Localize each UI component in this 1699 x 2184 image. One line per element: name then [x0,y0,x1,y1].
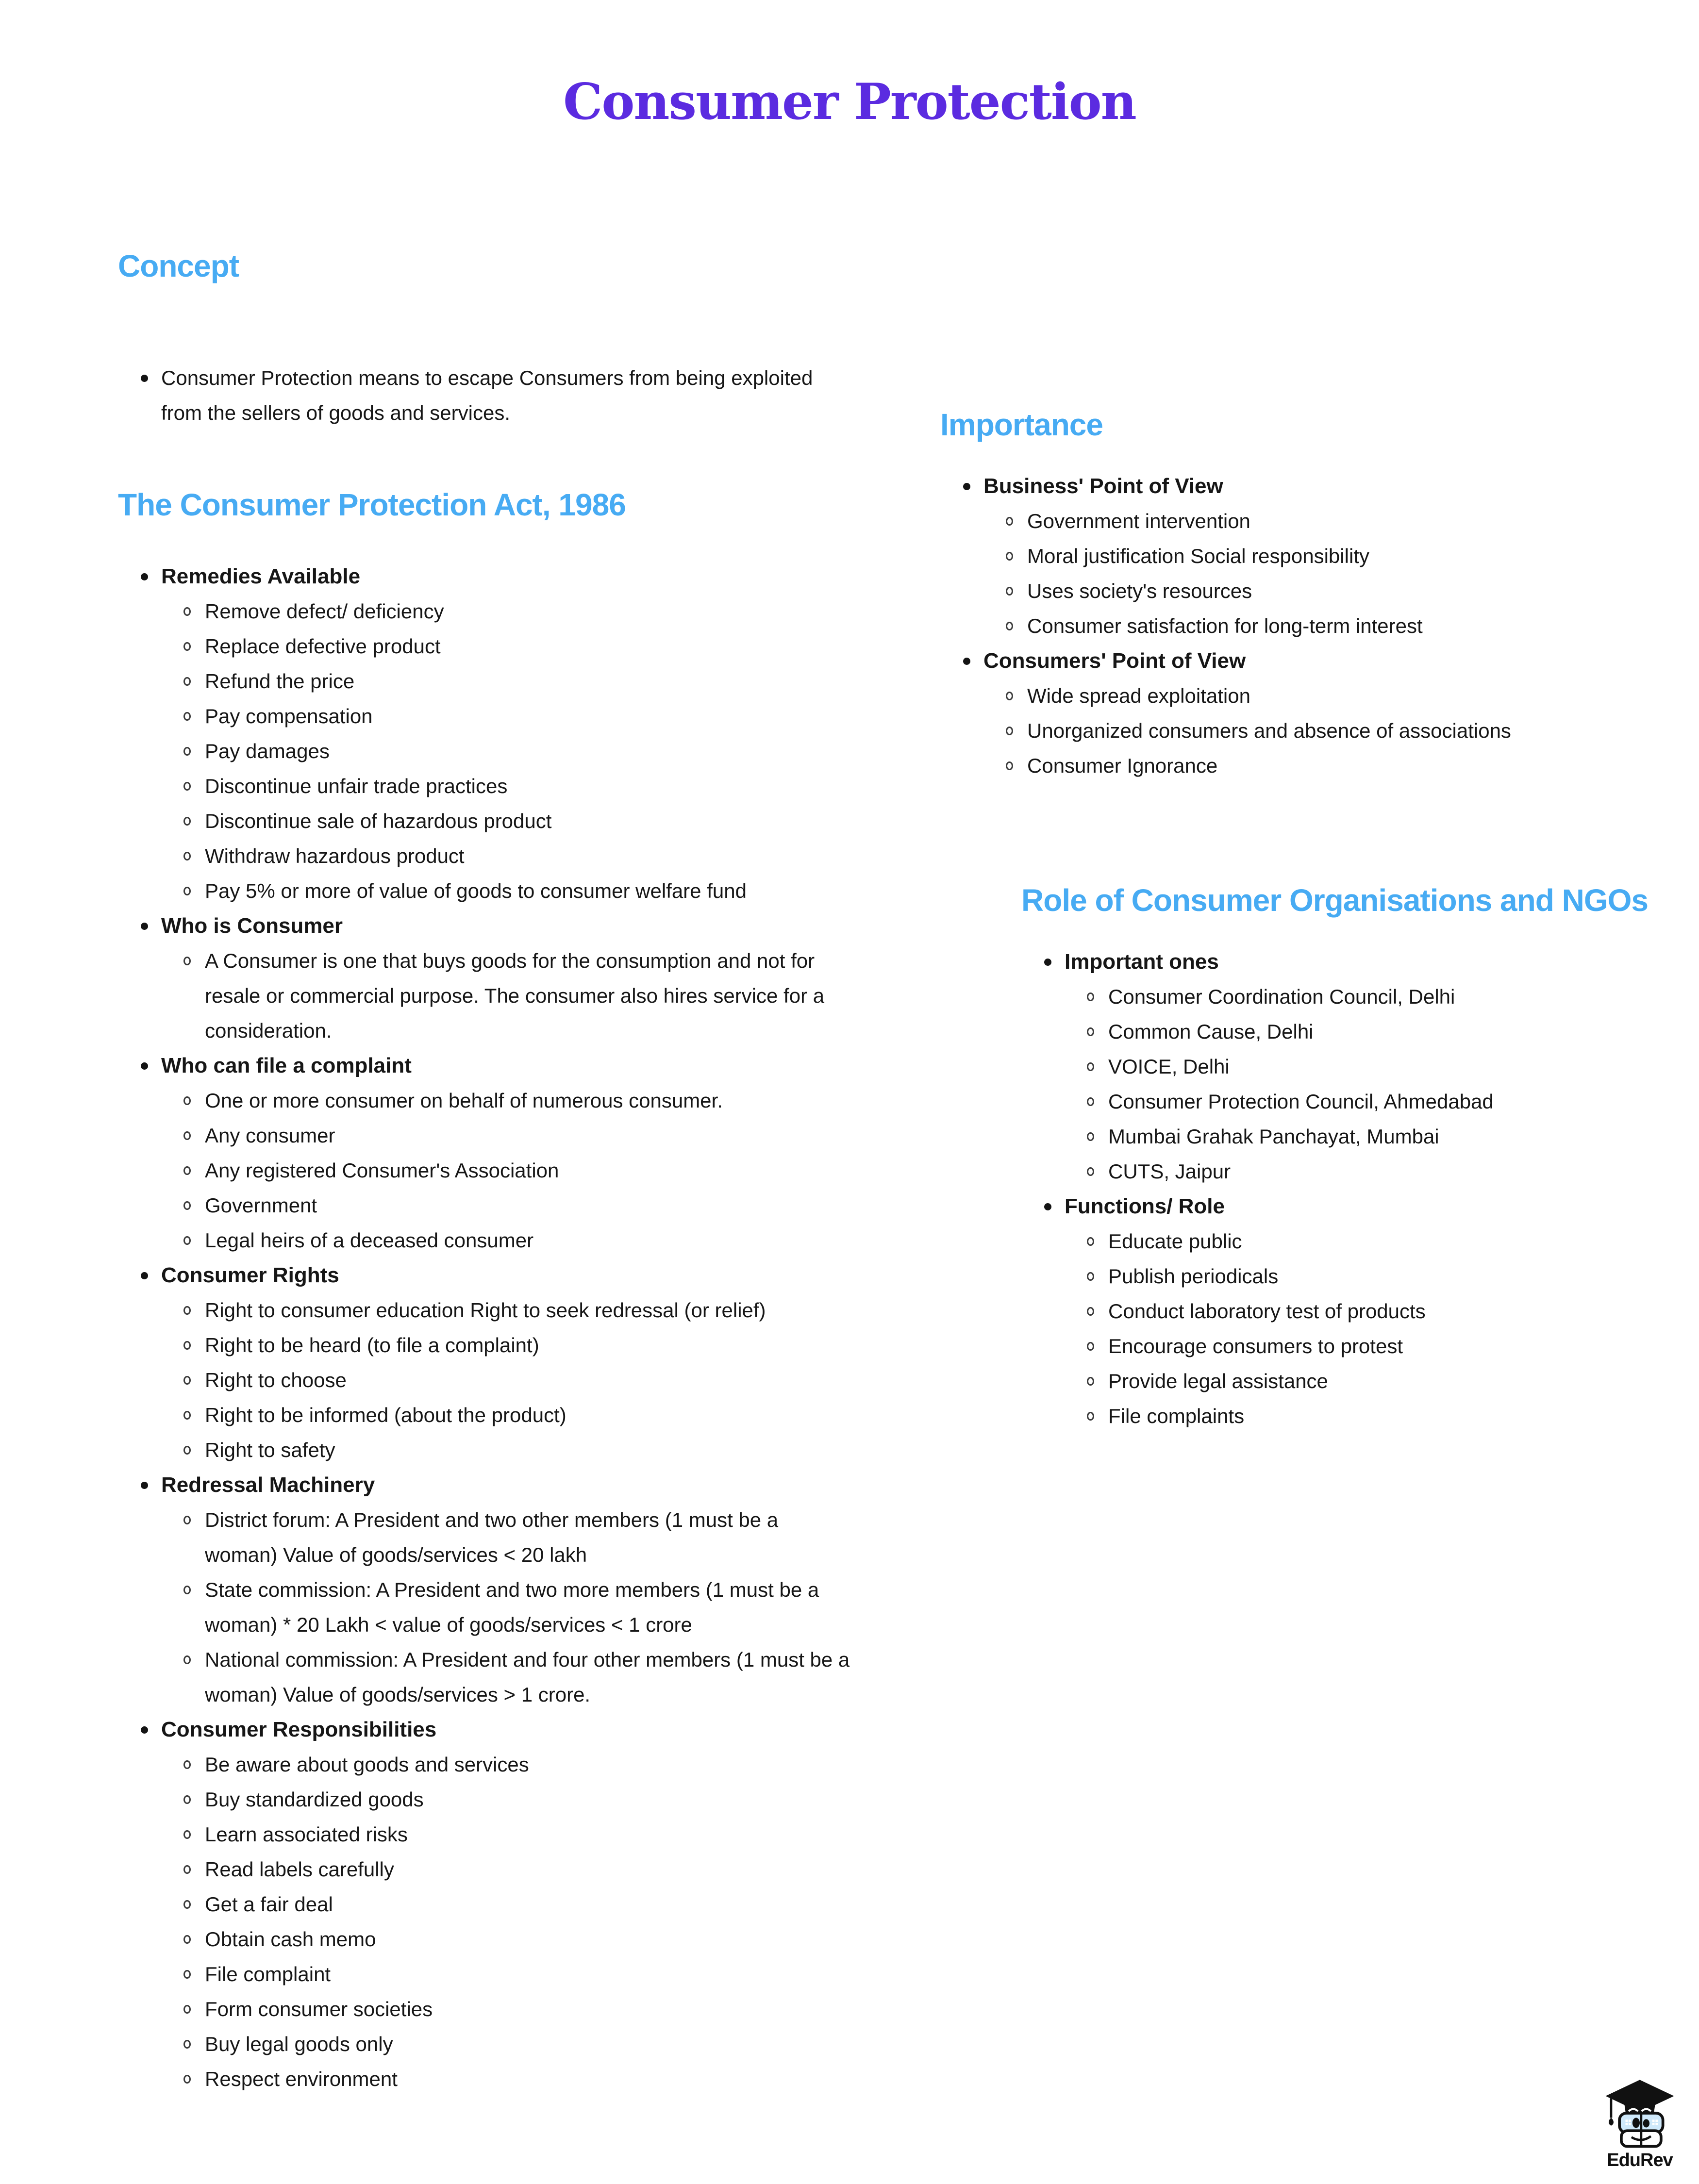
list-subitem [118,1817,856,1852]
list-subitem-label: Consumer Coordination Council, Delhi [1108,985,1455,1008]
circle-icon [183,874,205,909]
list-item-label: Who is Consumer [161,914,343,938]
circle-icon [183,594,205,629]
circle-icon [183,1957,205,1992]
list-subitem [940,748,1698,783]
section-heading-importance: Importance [940,407,1103,442]
list-subitem [118,1328,856,1363]
list-subitem [940,574,1698,609]
circle-icon [183,1398,205,1433]
list-item [118,1258,856,1293]
circle-icon [183,1922,205,1957]
list-subitem [118,629,856,664]
list-subitem [118,1398,856,1433]
list-subitem [940,678,1698,713]
circle-icon [1005,539,1027,574]
circle-icon [183,1433,205,1468]
list-subitem [1021,1399,1699,1434]
list-subitem-label: Pay damages [205,740,330,762]
list-item-label: Consumers' Point of View [983,649,1246,673]
list-subitem-label: Educate public [1108,1230,1242,1253]
list-subitem [118,2027,856,2062]
circle-icon [183,1293,205,1328]
list-item [1021,944,1699,979]
list-subitem-label: Encourage consumers to protest [1108,1335,1403,1357]
list-subitem-label: Replace defective product [205,635,441,658]
circle-icon [183,1817,205,1852]
list-item [118,909,856,943]
list-subitem [118,874,856,909]
list-subitem-label: Government intervention [1027,510,1250,532]
edurev-logo-text: EduRev [1607,2150,1673,2170]
circle-icon [183,1572,205,1607]
circle-icon [1005,574,1027,609]
list-subitem [118,1118,856,1153]
list-subitem-label: File complaint [205,1963,331,1985]
list-item [118,1468,856,1503]
list-subitem-label: Discontinue unfair trade practices [205,775,508,797]
list-subitem [118,1782,856,1817]
list-subitem-label: A Consumer is one that buys goods for the consumption and not for resale or commercial purpose. The consumer also hires service for a consideration. [205,949,825,1042]
list-subitem [1021,1224,1699,1259]
list-subitem [940,539,1698,574]
list-subitem-label: Pay 5% or more of value of goods to consumer welfare fund [205,879,747,902]
list-subitem [118,699,856,734]
circle-icon [183,839,205,874]
circle-icon [1005,504,1027,539]
list-subitem-label: CUTS, Jaipur [1108,1160,1231,1183]
concept-list [118,361,846,430]
list-subitem [1021,1329,1699,1364]
list-subitem-label: District forum: A President and two other members (1 must be a woman) Value of goods/services < 20 lakh [205,1508,779,1566]
circle-icon [1005,678,1027,713]
list-subitem-label: Consumer satisfaction for long-term interest [1027,614,1423,637]
list-subitem [940,504,1698,539]
list-item [940,469,1698,504]
circle-icon [183,734,205,769]
list-subitem [118,1363,856,1398]
list-item-label: Important ones [1065,950,1219,974]
bullet-icon [1044,1189,1065,1224]
circle-icon [183,1887,205,1922]
list-subitem-label: Be aware about goods and services [205,1753,529,1776]
circle-icon [183,1223,205,1258]
circle-icon [183,1747,205,1782]
circle-icon [183,804,205,839]
list-item-label: Business' Point of View [983,474,1223,498]
circle-icon [183,1852,205,1887]
list-subitem [118,1503,856,1572]
bullet-icon [140,1468,161,1503]
list-item-label: Consumer Responsibilities [161,1718,437,1741]
list-subitem-label: Conduct laboratory test of products [1108,1300,1426,1323]
list-subitem [940,609,1698,644]
list-item-label: Redressal Machinery [161,1473,375,1497]
list-item-label: Consumer Rights [161,1263,339,1287]
page-title: Consumer Protection [563,73,1136,131]
list-subitem-label: Mumbai Grahak Panchayat, Mumbai [1108,1125,1439,1148]
list-subitem [118,664,856,699]
list-item [118,1712,856,1747]
list-subitem [118,1083,856,1118]
list-subitem [118,839,856,874]
list-subitem-label: Legal heirs of a deceased consumer [205,1229,534,1252]
circle-icon [1086,1294,1108,1329]
list-subitem [118,1293,856,1328]
list-subitem [1021,1364,1699,1399]
list-item-label: Who can file a complaint [161,1054,412,1077]
circle-icon [1086,1119,1108,1154]
list-subitem-label: Right to be informed (about the product) [205,1404,566,1426]
circle-icon [183,699,205,734]
bullet-icon [140,1712,161,1747]
circle-icon [1005,609,1027,644]
circle-icon [1086,1049,1108,1084]
list-subitem-label: Publish periodicals [1108,1265,1279,1288]
circle-icon [1086,1329,1108,1364]
importance-list [940,469,1698,783]
list-subitem [1021,1049,1699,1084]
ngos-list [1021,944,1699,1434]
list-subitem-label: File complaints [1108,1405,1245,1427]
list-subitem-label: Unorganized consumers and absence of associations [1027,719,1511,742]
section-heading-ngos: Role of Consumer Organisations and NGOs [1021,883,1648,918]
list-subitem [1021,1294,1699,1329]
list-subitem-label: Discontinue sale of hazardous product [205,810,552,832]
list-subitem-label: National commission: A President and four other members (1 must be a woman) Value of goods/services > 1 crore. [205,1648,850,1706]
list-subitem-label: Pay compensation [205,705,373,728]
list-subitem-label: Learn associated risks [205,1823,408,1846]
act-list [118,559,856,2097]
list-subitem [1021,1014,1699,1049]
list-subitem [118,2062,856,2097]
bullet-icon [140,909,161,943]
list-subitem-label: Withdraw hazardous product [205,844,465,867]
list-subitem-label: One or more consumer on behalf of numerous consumer. [205,1089,723,1112]
list-subitem-label: Buy standardized goods [205,1788,424,1811]
list-subitem-label: Read labels carefully [205,1858,394,1881]
list-subitem-label: VOICE, Delhi [1108,1055,1230,1078]
circle-icon [183,1188,205,1223]
list-subitem [118,1747,856,1782]
circle-icon [1086,1154,1108,1189]
list-subitem-label: State commission: A President and two more members (1 must be a woman) * 20 Lakh < value of goods/services < 1 crore [205,1578,819,1636]
circle-icon [1086,979,1108,1014]
circle-icon [183,769,205,804]
bullet-icon [963,644,983,678]
circle-icon [183,1992,205,2027]
list-item [118,361,846,430]
circle-icon [183,2027,205,2062]
list-subitem [118,1922,856,1957]
list-subitem [1021,1084,1699,1119]
list-subitem [118,1887,856,1922]
circle-icon [1005,713,1027,748]
list-subitem-label: Consumer Ignorance [1027,754,1218,777]
list-subitem-label: Get a fair deal [205,1893,333,1916]
section-heading-act: The Consumer Protection Act, 1986 [118,487,626,522]
list-item [118,559,856,594]
list-subitem [118,734,856,769]
list-subitem-label: Wide spread exploitation [1027,684,1250,707]
list-subitem-label: Buy legal goods only [205,2033,393,2055]
circle-icon [183,1328,205,1363]
edurev-logo-icon [1601,2076,1679,2150]
circle-icon [183,2062,205,2097]
list-subitem [1021,1119,1699,1154]
circle-icon [1086,1084,1108,1119]
circle-icon [183,1503,205,1538]
bullet-icon [140,559,161,594]
list-subitem-label: Form consumer societies [205,1998,433,2020]
list-subitem [118,1572,856,1642]
circle-icon [1005,748,1027,783]
list-subitem-label: Right to consumer education Right to seek redressal (or relief) [205,1299,766,1322]
list-subitem [118,1433,856,1468]
list-subitem [118,769,856,804]
list-subitem [118,1153,856,1188]
bullet-icon [963,469,983,504]
list-subitem-label: Obtain cash memo [205,1928,376,1951]
circle-icon [183,1153,205,1188]
circle-icon [1086,1364,1108,1399]
bullet-icon [140,1048,161,1083]
circle-icon [183,1083,205,1118]
list-subitem-label: Respect environment [205,2068,398,2090]
circle-icon [183,943,205,978]
list-subitem-label: Moral justification Social responsibility [1027,545,1369,567]
list-subitem-label: Any consumer [205,1124,335,1147]
circle-icon [183,1118,205,1153]
list-subitem [118,1223,856,1258]
list-item-label: Consumer Protection means to escape Consumers from being exploited from the sellers of goods and services. [161,366,813,424]
circle-icon [1086,1399,1108,1434]
list-subitem-label: Government [205,1194,317,1217]
list-item [118,1048,856,1083]
list-subitem-label: Any registered Consumer's Association [205,1159,559,1182]
list-subitem [118,594,856,629]
bullet-icon [140,1258,161,1293]
list-subitem [118,1642,856,1712]
circle-icon [183,1642,205,1677]
circle-icon [183,629,205,664]
edurev-logo [1594,2076,1686,2171]
section-heading-concept: Concept [118,248,239,283]
list-subitem [1021,979,1699,1014]
list-subitem-label: Right to choose [205,1369,347,1391]
list-subitem [118,1188,856,1223]
list-subitem [118,943,856,1048]
list-subitem [940,713,1698,748]
circle-icon [1086,1224,1108,1259]
list-subitem-label: Consumer Protection Council, Ahmedabad [1108,1090,1494,1113]
bullet-icon [1044,944,1065,979]
list-subitem [118,1957,856,1992]
list-subitem [118,1852,856,1887]
list-item-label: Remedies Available [161,564,361,588]
circle-icon [1086,1259,1108,1294]
list-subitem [118,1992,856,2027]
bullet-icon [140,361,161,396]
circle-icon [1086,1014,1108,1049]
circle-icon [183,664,205,699]
circle-icon [183,1782,205,1817]
list-subitem-label: Right to be heard (to file a complaint) [205,1334,539,1357]
list-subitem-label: Uses society's resources [1027,579,1252,602]
list-subitem-label: Right to safety [205,1439,335,1461]
list-subitem-label: Remove defect/ deficiency [205,600,444,623]
list-item [940,644,1698,678]
list-subitem-label: Refund the price [205,670,355,693]
list-subitem [118,804,856,839]
list-subitem-label: Common Cause, Delhi [1108,1020,1314,1043]
list-subitem-label: Provide legal assistance [1108,1370,1328,1392]
list-subitem [1021,1154,1699,1189]
circle-icon [183,1363,205,1398]
list-item [1021,1189,1699,1224]
list-item-label: Functions/ Role [1065,1194,1225,1218]
list-subitem [1021,1259,1699,1294]
